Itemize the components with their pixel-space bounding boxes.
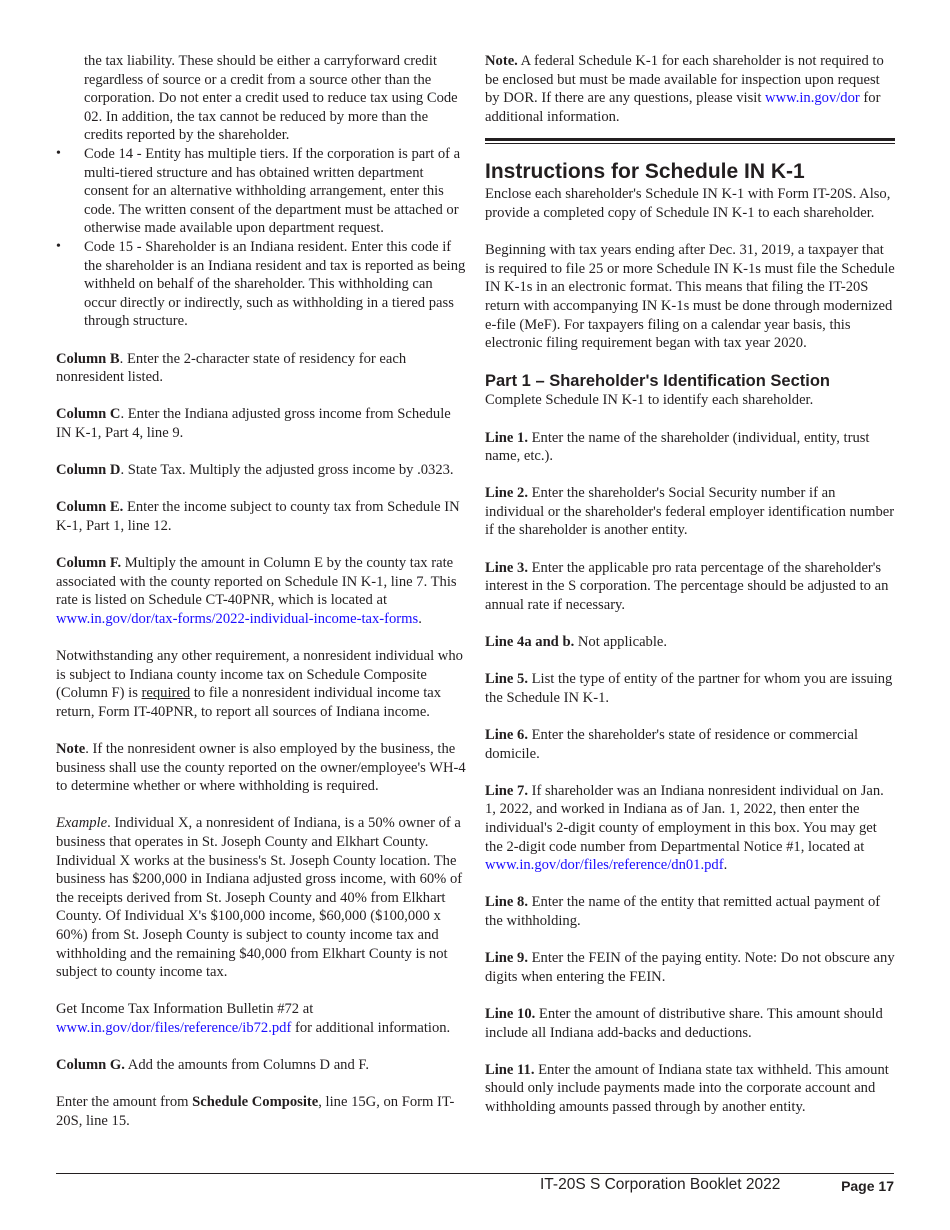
right-column — [485, 52, 895, 1135]
footer-booklet-title: IT-20S S Corporation Booklet 2022 — [540, 1176, 781, 1193]
section-heading: Instructions for Schedule IN K-1 — [485, 160, 805, 184]
column-g-label: Column G. — [56, 1057, 125, 1074]
line-8-paragraph: Line 8. Enter the name of the entity that remitted actual payment of the withholding. — [485, 894, 881, 929]
line-9-paragraph: Line 9. Enter the FEIN of the paying entity. Note: Do not obscure any digits when entering the FEIN. — [485, 950, 895, 985]
line-7-paragraph: Line 7. If shareholder was an Indiana nonresident individual on Jan. 1, 2022, and worked in Indiana as of Jan. 1, 2022, then enter the individual's 2-digit county of employment in this box. You may get the 2-digit code number from Departmental Notice #1, located at www.in.gov/dor/files/reference/dn01.pdf. — [485, 782, 884, 874]
column-g-paragraph: Column G. Add the amounts from Columns D and F. — [56, 1057, 370, 1074]
dn01-link[interactable]: www.in.gov/dor/files/reference/dn01.pdf — [485, 857, 724, 874]
page-number: Page 17 — [841, 1178, 894, 1194]
column-f-label: Column F. — [56, 555, 122, 572]
code-13-continuation: the tax liability. These should be either a carryforward credit regardless of source or a credit from a source other than the corporation. Do not enter a credit used to reduce tax using Code 02. In addition, the tax cannot be reduced by more than the credits reported by the shareholder. — [84, 53, 458, 144]
line-10-paragraph: Line 10. Enter the amount of distributive share. This amount should include all Indiana add-backs and deductions. — [485, 1005, 883, 1041]
part-1-intro: Complete Schedule IN K-1 to identify each shareholder. — [485, 392, 814, 409]
line-3-paragraph: Line 3. Enter the applicable pro rata percentage of the shareholder's interest in the S corporation. The percentage should be adjusted to an annual rate if necessary. — [485, 559, 889, 613]
column-d-label: Column D — [56, 462, 121, 479]
example-paragraph: Example. Individual X, a nonresident of Indiana, is a 50% owner of a business that operates in St. Joseph County and Elkhart County. Individual X works at the business's St. Joseph County location. The business has $200,000 in Indiana adjusted gross income, with 60% of the receipts derived from St. Joseph County and 40% from Elkhart County. Of Individual X's $100,000 income, $60,000 ($100,000 x 60%) from St. Joseph County is subject to county income tax and withholding and the remaining $40,000 from Elkhart County is not subject to county income tax. — [56, 815, 463, 981]
bulletin-paragraph: Get Income Tax Information Bulletin #72 at www.in.gov/dor/files/reference/ib72.pdf for additional information. — [56, 1001, 451, 1036]
code-14-item: • Code 14 - Entity has multiple tiers. If the corporation is part of a multi-tiered structure and has obtained written department consent for an alternative withholding arrangement, enter this code. The written consent of the department must be attached or otherwise made available upon department request. — [84, 145, 468, 238]
bulletin-72-link[interactable]: www.in.gov/dor/files/reference/ib72.pdf — [56, 1019, 292, 1036]
enter-amount-paragraph: Enter the amount from Schedule Composite, line 15G, on Form IT-20S, line 15. — [56, 1094, 455, 1129]
line-6-paragraph: Line 6. Enter the shareholder's state of residence or commercial domicile. — [485, 727, 859, 762]
code-list — [56, 52, 468, 331]
dor-link[interactable]: www.in.gov/dor — [765, 90, 860, 107]
schedule-composite-bold: Schedule Composite — [192, 1094, 319, 1111]
code-15-item: • Code 15 - Shareholder is an Indiana resident. Enter this code if the shareholder is an Indiana resident and tax is reported as being withheld on behalf of the shareholder. This withholding can occur directly or indirectly, such as withholding in a tiered pass through structure. — [84, 238, 468, 331]
column-b-paragraph: Column B. Enter the 2-character state of residency for each nonresident listed. — [56, 350, 407, 386]
column-e-label: Column E. — [56, 499, 124, 516]
electronic-filing-paragraph: Beginning with tax years ending after Dec. 31, 2019, a taxpayer that is required to file 25 or more Schedule IN K-1s must file the Schedule IN K-1s in an electronic format. This means that filing the IT-20S return with accompanying IN K-1s must be done through modernized e-file (MeF). For taxpayers filing on a calendar year basis, this electronic filing requirement began with tax year 2020. — [485, 242, 895, 352]
line-2-paragraph: Line 2. Enter the shareholder's Social Security number if an individual or the shareholder's federal employer identification number if the shareholder is another entity. — [485, 485, 895, 539]
column-f-paragraph: Column F. Multiply the amount in Column E by the county tax rate associated with the county reported on Schedule IN K-1, line 7. This rate is listed on Schedule CT-40PNR, which is located at www.in.gov/dor/tax-forms/2022-individual-income-tax-forms. — [56, 555, 457, 627]
column-d-paragraph: Column D. State Tax. Multiply the adjusted gross income by .0323. — [56, 462, 454, 479]
enclose-paragraph: Enclose each shareholder's Schedule IN K-1 with Form IT-20S. Also, provide a completed copy of Schedule IN K-1 to each shareholder. — [485, 186, 891, 221]
required-underlined: required — [141, 685, 191, 702]
section-divider — [485, 138, 895, 144]
note-paragraph: Note. If the nonresident owner is also employed by the business, the business shall use the county reported on the owner/employee's WH-4 to determine whether or where withholding is required. — [56, 740, 466, 795]
column-c-label: Column C — [56, 406, 121, 423]
example-label: Example — [56, 815, 108, 832]
line-11-paragraph: Line 11. Enter the amount of Indiana state tax withheld. This amount should only include payments made into the corporate account and withholding amounts passed through by another entity. — [485, 1061, 889, 1115]
part-1-heading: Part 1 – Shareholder's Identification Section — [485, 372, 831, 391]
column-e-paragraph: Column E. Enter the income subject to county tax from Schedule IN K-1, Part 1, line 12. — [56, 499, 460, 534]
note-label: Note. — [485, 53, 518, 69]
column-b-label: Column B — [56, 350, 120, 367]
notwithstanding-paragraph: Notwithstanding any other requirement, a nonresident individual who is subject to Indiana county income tax on Schedule Composite (Column F) is required to file a nonresident individual income tax return, Form IT-40PNR, to report all sources of Indiana income. — [56, 648, 463, 720]
line-5-paragraph: Line 5. List the type of entity of the partner for whom you are issuing the Schedule IN K-1. — [485, 671, 893, 706]
footer-rule — [56, 1173, 894, 1174]
federal-k1-note: Note. A federal Schedule K-1 for each shareholder is not required to be enclosed but must be made available for inspection upon request by DOR. If there are any questions, please visit www.in.gov/dor for additional information. — [485, 53, 884, 125]
column-c-paragraph: Column C. Enter the Indiana adjusted gross income from Schedule IN K-1, Part 4, line 9. — [56, 406, 451, 441]
line-1-paragraph: Line 1. Enter the name of the shareholder (individual, entity, trust name, etc.). — [485, 429, 870, 465]
note-label: Note — [56, 740, 86, 757]
tax-forms-link[interactable]: www.in.gov/dor/tax-forms/2022-individual-income-tax-forms — [56, 610, 419, 627]
line-4-paragraph: Line 4a and b. Not applicable. — [485, 634, 668, 651]
left-column — [56, 52, 468, 1149]
